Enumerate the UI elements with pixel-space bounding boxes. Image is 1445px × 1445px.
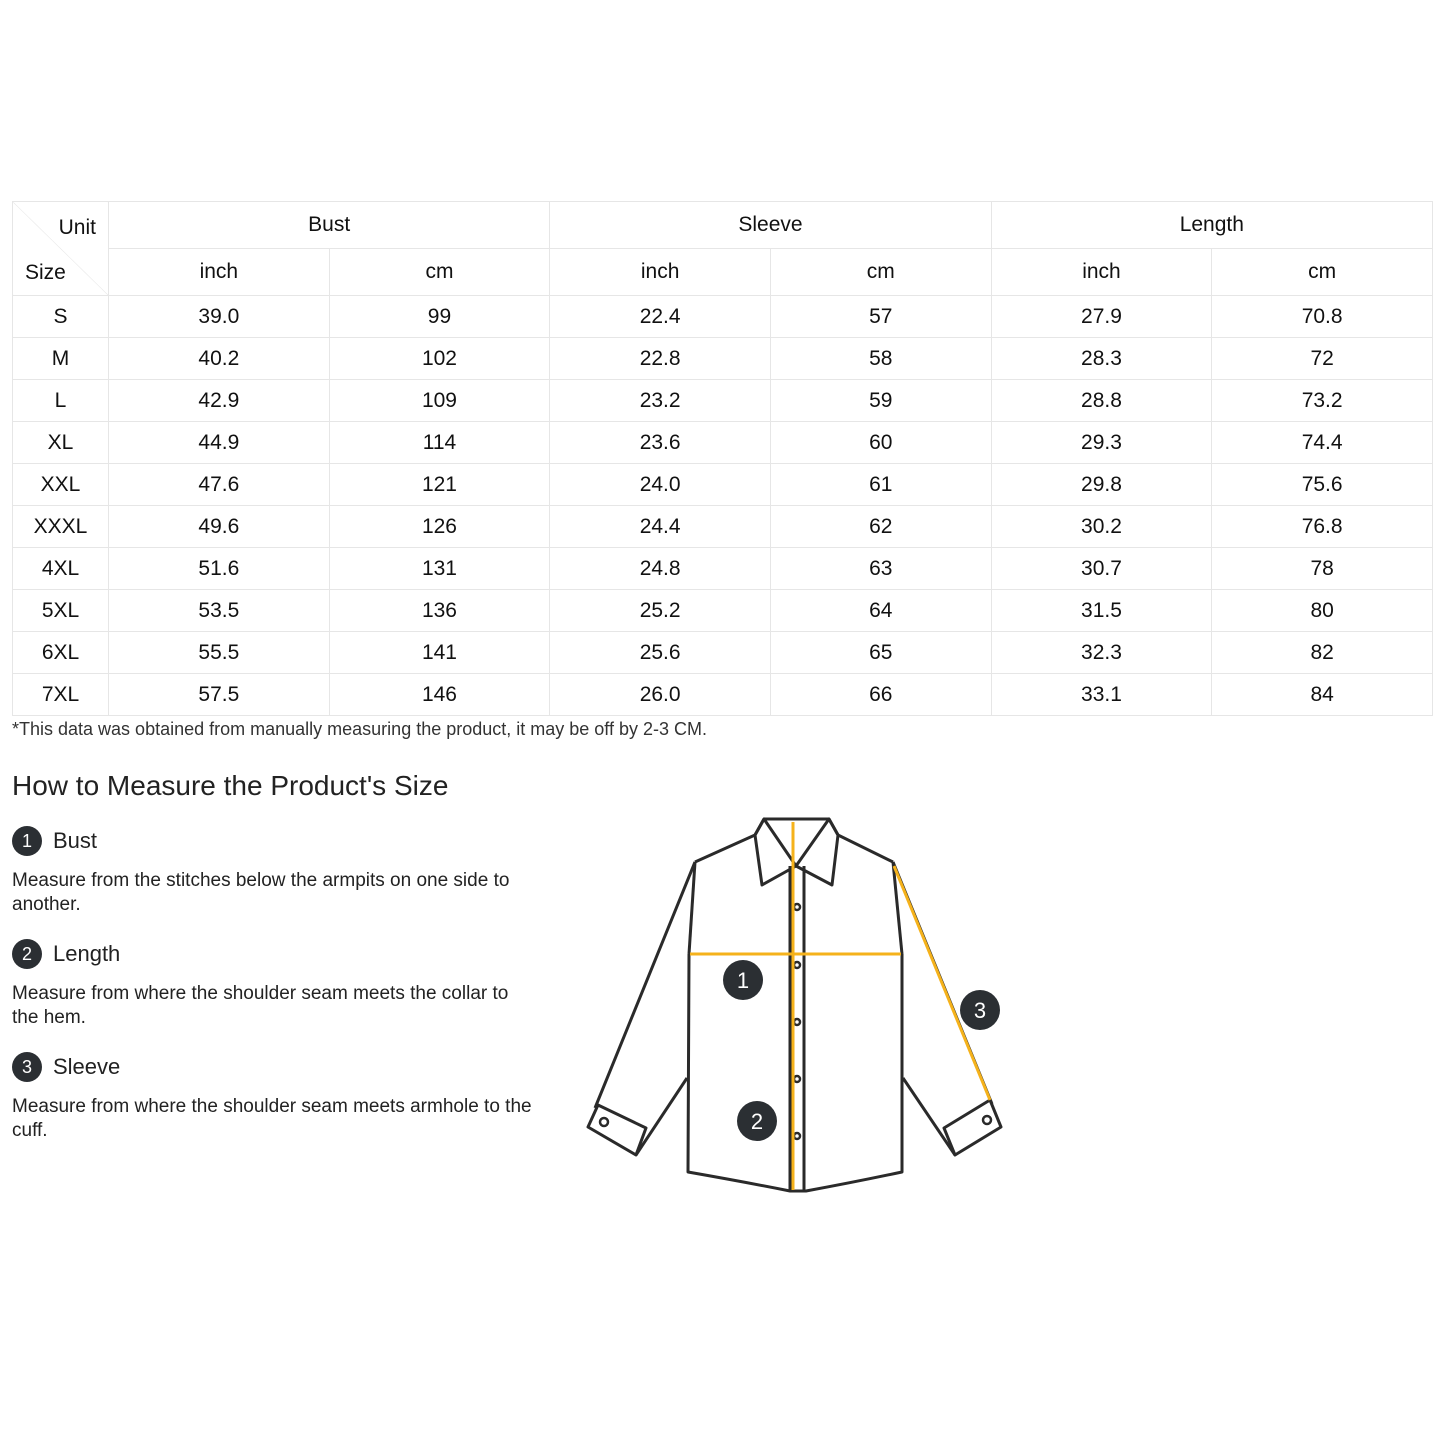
step-description: Measure from where the shoulder seam meets the collar to the hem. (12, 983, 509, 1028)
group-header-bust: Bust (109, 202, 550, 249)
svg-text:3: 3 (973, 998, 987, 1023)
table-row (13, 296, 1433, 338)
measurement-cell: 141 (329, 632, 550, 674)
size-cell: M (13, 338, 109, 380)
measure-lines (690, 822, 990, 1190)
measurement-cell: 73.2 (1212, 380, 1433, 422)
measurement-cell: 66 (770, 674, 991, 716)
table-row (13, 548, 1433, 590)
measurement-cell: 131 (329, 548, 550, 590)
measurement-cell: 74.4 (1212, 422, 1433, 464)
measurement-cell: 76.8 (1212, 506, 1433, 548)
shirt-measurement-diagram (580, 810, 1010, 1200)
table-header-groups (13, 202, 1433, 249)
table-row (13, 422, 1433, 464)
group-header-sleeve: Sleeve (550, 202, 991, 249)
corner-unit-label: Unit (58, 216, 96, 239)
unit-header: cm (1212, 249, 1433, 296)
measurement-cell: 31.5 (991, 590, 1212, 632)
measurement-cell: 24.0 (550, 464, 771, 506)
measurement-cell: 29.8 (991, 464, 1212, 506)
measurement-cell: 51.6 (109, 548, 330, 590)
measurement-cell: 32.3 (991, 632, 1212, 674)
measurement-cell: 84 (1212, 674, 1433, 716)
measurement-cell: 70.8 (1212, 296, 1433, 338)
measurement-cell: 24.4 (550, 506, 771, 548)
marker-sleeve-icon (960, 990, 1000, 1030)
step-title: Length (53, 941, 121, 966)
measurement-cell: 126 (329, 506, 550, 548)
step-length (12, 938, 532, 1030)
measurement-cell: 75.6 (1212, 464, 1433, 506)
measurement-cell: 30.7 (991, 548, 1212, 590)
measurement-cell: 26.0 (550, 674, 771, 716)
step-title: Sleeve (53, 1054, 121, 1079)
measurement-cell: 61 (770, 464, 991, 506)
measurement-cell: 136 (329, 590, 550, 632)
step-number-badge: 3 (12, 1052, 42, 1082)
marker-bust-icon (723, 960, 763, 1000)
step-number-badge: 2 (12, 939, 42, 969)
measurement-cell: 65 (770, 632, 991, 674)
measurement-cell: 60 (770, 422, 991, 464)
size-cell: 5XL (13, 590, 109, 632)
measurement-cell: 57 (770, 296, 991, 338)
measurement-cell: 57.5 (109, 674, 330, 716)
size-cell: 7XL (13, 674, 109, 716)
corner-cell (13, 202, 109, 296)
measurement-cell: 22.4 (550, 296, 771, 338)
table-row (13, 338, 1433, 380)
measurement-cell: 30.2 (991, 506, 1212, 548)
table-row (13, 380, 1433, 422)
measurement-cell: 62 (770, 506, 991, 548)
guide-title: How to Measure the Product's Size (12, 770, 449, 801)
measurement-cell: 55.5 (109, 632, 330, 674)
measurement-cell: 25.6 (550, 632, 771, 674)
measurement-cell: 33.1 (991, 674, 1212, 716)
step-title: Bust (53, 828, 98, 853)
table-row (13, 632, 1433, 674)
marker-length-icon (737, 1101, 777, 1141)
measurement-cell: 82 (1212, 632, 1433, 674)
unit-header: cm (770, 249, 991, 296)
corner-size-label: Size (25, 261, 66, 284)
measurement-cell: 53.5 (109, 590, 330, 632)
unit-header: inch (991, 249, 1212, 296)
measurement-cell: 22.8 (550, 338, 771, 380)
measurement-cell: 23.2 (550, 380, 771, 422)
step-description: Measure from the stitches below the armpits on one side to another. (12, 870, 510, 915)
measurement-cell: 72 (1212, 338, 1433, 380)
measurement-cell: 40.2 (109, 338, 330, 380)
size-chart-table (12, 201, 1433, 716)
step-number-badge: 1 (12, 826, 42, 856)
table-row (13, 590, 1433, 632)
step-description: Measure from where the shoulder seam meets armhole to the cuff. (12, 1096, 532, 1141)
size-cell: S (13, 296, 109, 338)
table-row (13, 464, 1433, 506)
measurement-cell: 29.3 (991, 422, 1212, 464)
measurement-cell: 27.9 (991, 296, 1212, 338)
measurement-cell: 63 (770, 548, 991, 590)
measurement-cell: 25.2 (550, 590, 771, 632)
measurement-cell: 121 (329, 464, 550, 506)
measurement-cell: 114 (329, 422, 550, 464)
measurement-cell: 28.3 (991, 338, 1212, 380)
button-icons (600, 904, 991, 1139)
measurement-cell: 109 (329, 380, 550, 422)
unit-header: inch (550, 249, 771, 296)
measurement-cell: 78 (1212, 548, 1433, 590)
measurement-cell: 47.6 (109, 464, 330, 506)
group-header-length: Length (991, 202, 1432, 249)
measurement-cell: 64 (770, 590, 991, 632)
measurement-cell: 99 (329, 296, 550, 338)
unit-header: cm (329, 249, 550, 296)
measurement-cell: 102 (329, 338, 550, 380)
step-bust (12, 825, 532, 917)
measurement-cell: 42.9 (109, 380, 330, 422)
measurement-note: *This data was obtained from manually measuring the product, it may be off by 2-3 CM. (12, 719, 708, 739)
measurement-cell: 44.9 (109, 422, 330, 464)
measurement-cell: 28.8 (991, 380, 1212, 422)
measurement-cell: 146 (329, 674, 550, 716)
table-row (13, 506, 1433, 548)
measurement-cell: 24.8 (550, 548, 771, 590)
size-cell: 6XL (13, 632, 109, 674)
svg-text:2: 2 (750, 1109, 764, 1134)
size-cell: L (13, 380, 109, 422)
unit-header: inch (109, 249, 330, 296)
measurement-cell: 39.0 (109, 296, 330, 338)
measurement-cell: 59 (770, 380, 991, 422)
measurement-cell: 23.6 (550, 422, 771, 464)
step-sleeve (12, 1051, 532, 1143)
table-row (13, 674, 1433, 716)
size-cell: XXXL (13, 506, 109, 548)
size-cell: XXL (13, 464, 109, 506)
svg-text:1: 1 (736, 968, 750, 993)
measurement-cell: 80 (1212, 590, 1433, 632)
size-cell: 4XL (13, 548, 109, 590)
measurement-cell: 58 (770, 338, 991, 380)
table-header-units (13, 249, 1433, 296)
size-cell: XL (13, 422, 109, 464)
measurement-cell: 49.6 (109, 506, 330, 548)
